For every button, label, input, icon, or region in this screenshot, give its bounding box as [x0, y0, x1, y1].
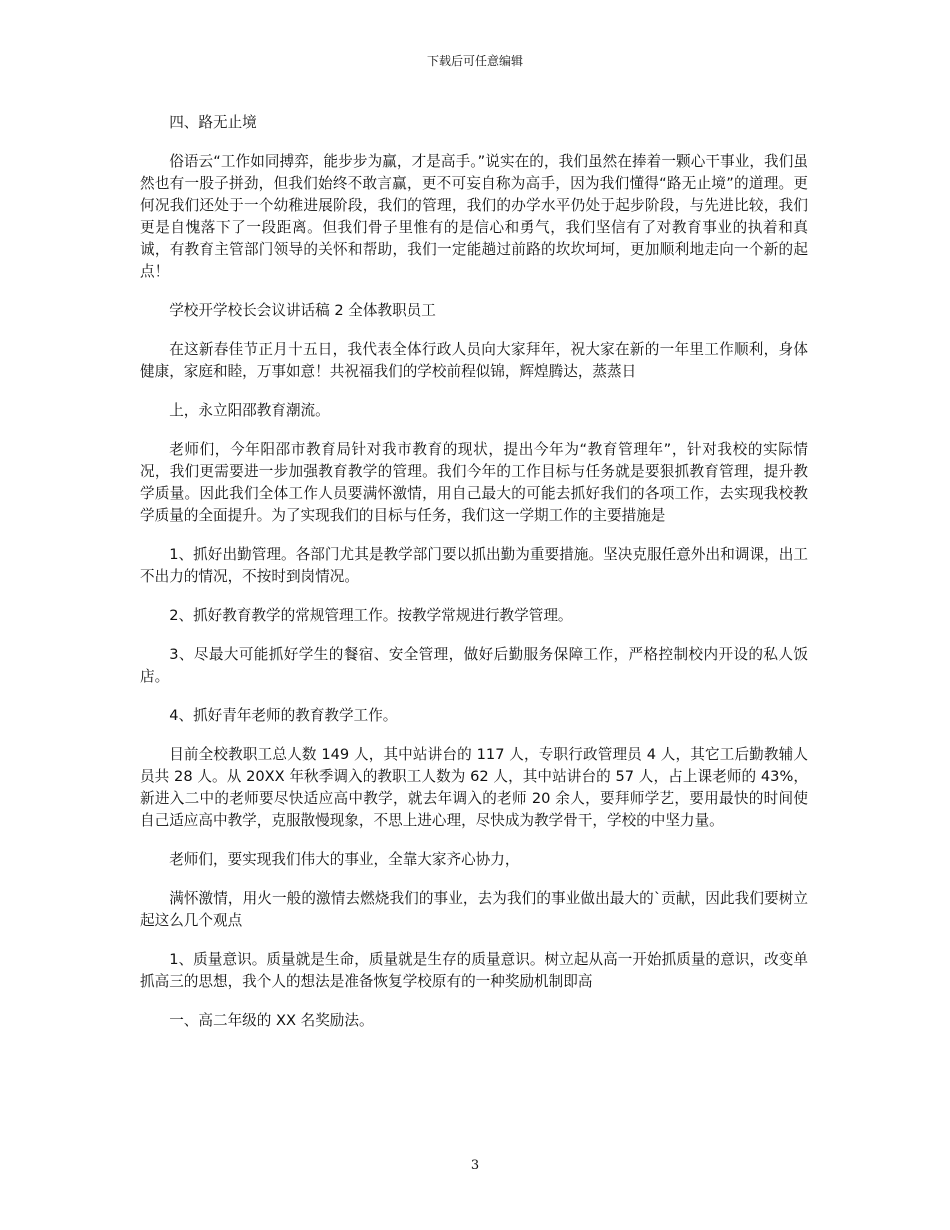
paragraph: 老师们，要实现我们伟大的事业，全靠大家齐心协力，: [169, 851, 520, 868]
page-header: 下载后可任意编辑: [426, 54, 523, 68]
paragraph: 上，永立阳邵教育潮流。: [169, 402, 330, 419]
paragraph: 一、高二年级的 XX 名奖励法。: [169, 1012, 374, 1029]
document-title: 学校开学校长会议讲话稿 2 全体教职员工: [169, 302, 436, 319]
list-item: 2、抓好教育教学的常规管理工作。按教学常规进行教学管理。: [169, 607, 573, 624]
page-number: 3: [470, 1158, 480, 1173]
paragraph: 在这新春佳节正月十五日，我代表全体行政人员向大家拜年，祝大家在新的一年里工作顺利，身体健康，家庭和睦，万事如意！共祝福我们的学校前程似锦，辉煌腾达，蒸蒸日: [140, 341, 808, 380]
paragraph: 俗语云“工作如同搏弈，能步步为赢，才是高手。”说实在的，我们虽然在捧着一颗心干事业，我们虽然也有一股子拼劲，但我们始终不敢言赢，更不可妄自称为高手，因为我们懂得“路无止境”的道理。更何况我们还处于一个幼稚进展阶段，我们的管理，我们的办学水平仍处于起步阶段，与先进比较，我们更是自愧落下了一段距离。但我们骨子里惟有的是信心和勇气，我们坚信有了对教育事业的执着和真诚，有教育主管部门领导的关怀和帮助，我们一定能趟过前路的坎坎坷坷，更加顺利地走向一个新的起点！: [140, 153, 808, 280]
list-item: 1、抓好出勤管理。各部门尤其是教学部门要以抓出勤为重要措施。坚决克服任意外出和调课，出工不出力的情况，不按时到岗情况。: [140, 546, 808, 585]
paragraph: 满怀激情，用火一般的激情去燃烧我们的事业，去为我们的事业做出最大的`贡献，因此我们要树立起这么几个观点: [140, 890, 808, 929]
list-item: 3、尽最大可能抓好学生的餐宿、安全管理，做好后勤服务保障工作，严格控制校内开设的私人饭店。: [140, 646, 808, 685]
paragraph: 老师们，今年阳邵市教育局针对我市教育的现状，提出今年为“教育管理年”，针对我校的实际情况，我们更需要进一步加强教育教学的管理。我们今年的工作目标与任务就是要狠抓教育管理，提升教学质量。因此我们全体工作人员要满怀激情，用自己最大的可能去抓好我们的各项工作，去实现我校教学质量的全面提升。为了实现我们的目标与任务，我们这一学期工作的主要措施是: [140, 441, 808, 524]
paragraph: 目前全校教职工总人数 149 人，其中站讲台的 117 人，专职行政管理员 4 人，其它工后勤教辅人员共 28 人。从 20XX 年秋季调入的教职工人数为 62 人，其中站讲台的 57 人，占上课老师的 43%，新进入二中的老师要尽快适应高中教学，就去年调入的老师 20 余人，要拜师学艺，要用最快的时间使自己适应高中教学，克服散慢现象，不思上进心理，尽快成为教学骨干，学校的中坚力量。: [140, 746, 808, 829]
list-item: 4、抓好青年老师的教育教学工作。: [169, 707, 398, 724]
list-item: 1、质量意识。质量就是生命，质量就是生存的质量意识。树立起从高一开始抓质量的意识，改变单抓高三的思想，我个人的想法是准备恢复学校原有的一种奖励机制即高: [140, 951, 808, 990]
section-heading: 四、路无止境: [169, 114, 257, 131]
document-body: [140, 112, 808, 1049]
